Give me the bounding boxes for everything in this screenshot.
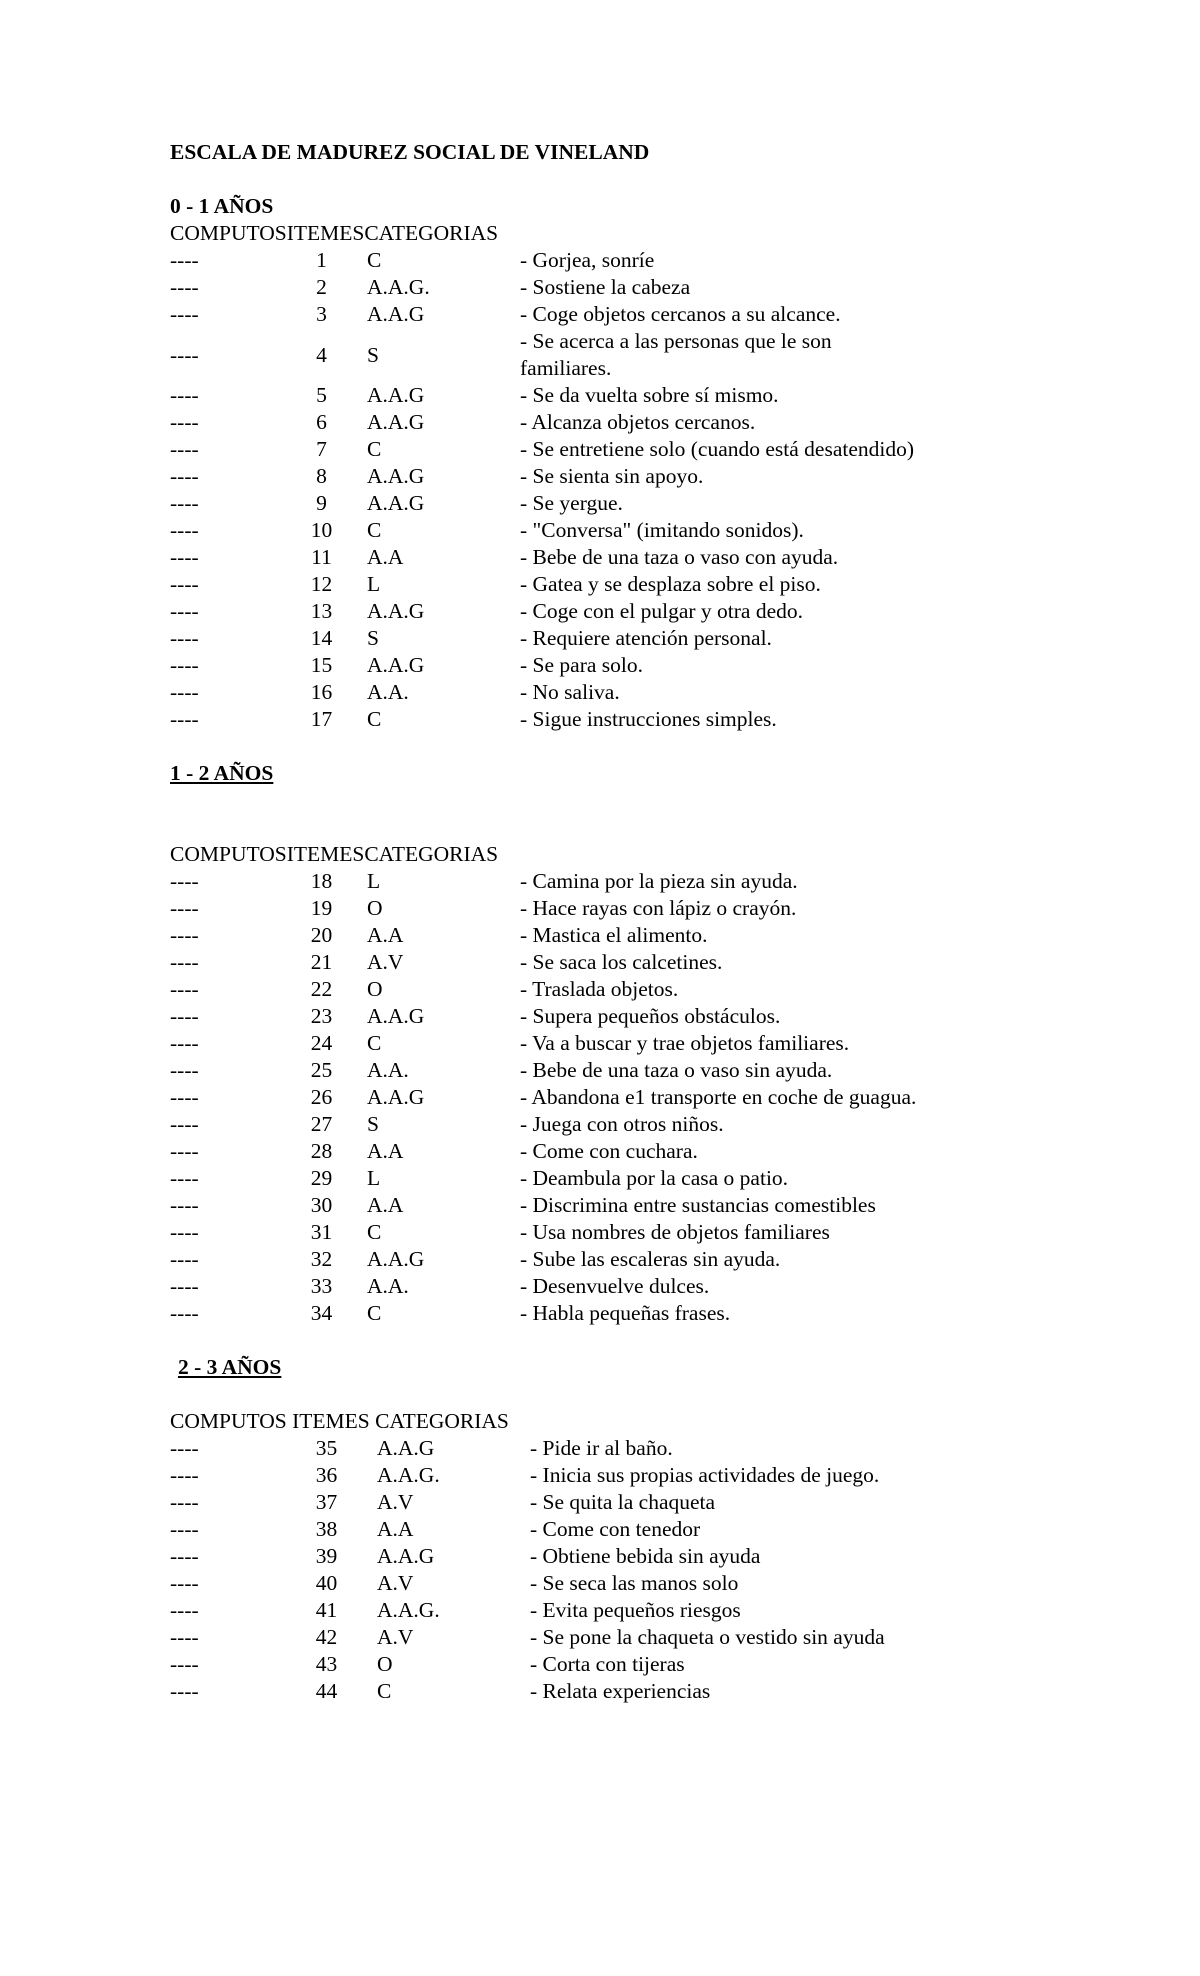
column-header: COMPUTOSITEMESCATEGORIAS [170,221,499,245]
item-description: - Mastica el alimento. [520,923,708,947]
item-description: - Se sienta sin apoyo. [520,464,704,488]
item-description: - Se seca las manos solo [530,1571,739,1595]
table-row [170,463,920,490]
item-description: - Desenvuelve dulces. [520,1274,710,1298]
item-number: 18 [310,869,333,893]
item-description: - Alcanza objetos cercanos. [520,410,756,434]
table-row [170,571,920,598]
table-row [170,868,920,895]
computo-cell: ---- [170,545,199,569]
table-row [170,1084,920,1111]
computo-cell: ---- [170,1031,199,1055]
table-row [170,1111,920,1138]
item-description: - Bebe de una taza o vaso sin ayuda. [520,1058,833,1082]
item-description: - Supera pequeños obstáculos. [520,1004,781,1028]
table-row [170,409,920,436]
computo-cell: ---- [170,950,199,974]
table-row [170,706,920,733]
item-description: - Requiere atención personal. [520,626,772,650]
item-description: - Sostiene la cabeza [520,275,691,299]
item-number: 1 [316,248,327,272]
computo-cell: ---- [170,1301,199,1325]
item-number: 34 [310,1301,333,1325]
table-row [170,1138,920,1165]
item-description: - Se yergue. [520,491,623,515]
category-cell: A.A.G [367,1085,425,1109]
item-number: 38 [315,1517,338,1541]
item-description: - Se pone la chaqueta o vestido sin ayuda [530,1625,885,1649]
table-row [170,625,920,652]
table-row [170,1300,920,1327]
computo-cell: ---- [170,437,199,461]
item-number: 39 [315,1544,338,1568]
computo-cell: ---- [170,707,199,731]
table-row [170,1246,920,1273]
table-row [170,1516,930,1543]
item-number: 11 [311,545,332,569]
category-cell: L [367,869,381,893]
item-number: 29 [310,1166,333,1190]
computo-cell: ---- [170,1139,199,1163]
category-cell: S [367,626,379,650]
item-number: 12 [310,572,333,596]
category-cell: C [367,248,382,272]
category-cell: A.A.G [377,1544,435,1568]
section-title-1-2 [170,760,1070,787]
item-description: - Se acerca a las personas que le son familiares. [520,329,832,380]
table-row [170,328,920,382]
computo-cell: ---- [170,572,199,596]
category-cell: A.A.G. [367,275,430,299]
item-number: 8 [316,464,327,488]
table-row [170,922,920,949]
item-number: 23 [310,1004,333,1028]
item-number: 32 [310,1247,333,1271]
computo-cell: ---- [170,1652,199,1676]
computo-cell: ---- [170,653,199,677]
category-cell: O [367,896,383,920]
computo-cell: ---- [170,1274,199,1298]
category-cell: A.A.G [367,599,425,623]
category-cell: L [367,572,381,596]
category-cell: A.A. [367,1058,409,1082]
table-row [170,679,920,706]
item-description: - Corta con tijeras [530,1652,685,1676]
item-description: - Relata experiencias [530,1679,711,1703]
item-description: - Sigue instrucciones simples. [520,707,777,731]
item-description: - Habla pequeñas frases. [520,1301,731,1325]
item-number: 6 [316,410,327,434]
item-number: 28 [310,1139,333,1163]
table-row [170,949,920,976]
category-cell: S [367,1112,379,1136]
computo-cell: ---- [170,275,199,299]
computo-cell: ---- [170,1571,199,1595]
computo-cell: ---- [170,680,199,704]
category-cell: A.V [377,1490,414,1514]
item-number: 2 [316,275,327,299]
table-row [170,1543,930,1570]
item-number: 7 [316,437,327,461]
category-cell: A.A.G [367,1004,425,1028]
category-cell: C [367,1031,382,1055]
item-description: - Sube las escaleras sin ayuda. [520,1247,781,1271]
category-cell: C [367,707,382,731]
item-number: 17 [310,707,333,731]
section-title-text: 1 - 2 AÑOS [170,761,274,785]
spacer [170,166,1070,193]
item-description: - Camina por la pieza sin ayuda. [520,869,798,893]
table-row [170,1192,920,1219]
category-cell: O [377,1652,393,1676]
table-row [170,1651,930,1678]
item-description: - Hace rayas con lápiz o crayón. [520,896,797,920]
table-row [170,1624,930,1651]
item-number: 30 [310,1193,333,1217]
category-cell: L [367,1166,381,1190]
item-description: - No saliva. [520,680,620,704]
table-row [170,1462,930,1489]
computo-cell: ---- [170,1625,199,1649]
items-table-2-3 [170,1435,930,1705]
category-cell: C [377,1679,392,1703]
table-row [170,517,920,544]
category-cell: C [367,518,382,542]
computo-cell: ---- [170,302,199,326]
computo-cell: ---- [170,923,199,947]
category-cell: C [367,1220,382,1244]
item-description: - Traslada objetos. [520,977,679,1001]
category-cell: A.A [367,1193,404,1217]
computo-cell: ---- [170,1247,199,1271]
table-row [170,1003,920,1030]
item-description: - Bebe de una taza o vaso con ayuda. [520,545,839,569]
item-description: - Inicia sus propias actividades de juego. [530,1463,880,1487]
table-row [170,1030,920,1057]
item-description: - Deambula por la casa o patio. [520,1166,789,1190]
item-number: 16 [310,680,333,704]
computo-cell: ---- [170,599,199,623]
computo-cell: ---- [170,1517,199,1541]
item-number: 21 [310,950,333,974]
category-cell: A.A [367,923,404,947]
item-number: 19 [310,896,333,920]
item-description: - Usa nombres de objetos familiares [520,1220,830,1244]
item-description: - Obtiene bebida sin ayuda [530,1544,761,1568]
item-number: 35 [315,1436,338,1460]
computo-cell: ---- [170,626,199,650]
table-row [170,1219,920,1246]
spacer [170,1327,1070,1354]
item-number: 25 [310,1058,333,1082]
computo-cell: ---- [170,1193,199,1217]
computo-cell: ---- [170,342,199,367]
category-cell: C [367,437,382,461]
item-description: - Evita pequeños riesgos [530,1598,741,1622]
table-row [170,1057,920,1084]
item-description: - "Conversa" (imitando sonidos). [520,518,804,542]
table-row [170,544,920,571]
table-row [170,1570,930,1597]
item-description: - Se para solo. [520,653,643,677]
item-number: 26 [310,1085,333,1109]
category-cell: A.A [367,545,404,569]
computo-cell: ---- [170,896,199,920]
computo-cell: ---- [170,977,199,1001]
item-description: - Coge con el pulgar y otra dedo. [520,599,803,623]
table-row [170,895,920,922]
computo-cell: ---- [170,410,199,434]
computo-cell: ---- [170,1463,199,1487]
category-cell: A.A.G [367,302,425,326]
table-row [170,598,920,625]
computo-cell: ---- [170,1004,199,1028]
item-description: - Coge objetos cercanos a su alcance. [520,302,841,326]
category-cell: A.A.G [367,1247,425,1271]
category-cell: A.A.G [367,653,425,677]
item-description: - Se saca los calcetines. [520,950,723,974]
computo-cell: ---- [170,1058,199,1082]
table-row [170,274,920,301]
item-description: - Pide ir al baño. [530,1436,673,1460]
item-number: 3 [316,302,327,326]
item-number: 27 [310,1112,333,1136]
section-title-2-3 [170,1354,1070,1381]
item-number: 22 [310,977,333,1001]
item-number: 43 [315,1652,338,1676]
section-title-text: 2 - 3 AÑOS [178,1355,282,1379]
table-row [170,490,920,517]
item-number: 24 [310,1031,333,1055]
category-cell: A.A.G. [377,1463,440,1487]
items-table-1-2 [170,868,920,1327]
category-cell: A.A [377,1517,414,1541]
category-cell: A.A.G [367,464,425,488]
computo-cell: ---- [170,1436,199,1460]
computo-cell: ---- [170,248,199,272]
computo-cell: ---- [170,1085,199,1109]
table-row [170,301,920,328]
item-number: 15 [310,653,333,677]
item-description: - Gorjea, sonríe [520,248,655,272]
item-number: 10 [310,518,333,542]
table-row [170,436,920,463]
item-number: 5 [316,383,327,407]
category-cell: A.A.G [367,491,425,515]
category-cell: C [367,1301,382,1325]
item-number: 41 [315,1598,338,1622]
category-cell: A.A.G [367,383,425,407]
computo-cell: ---- [170,1679,199,1703]
item-description: - Come con tenedor [530,1517,701,1541]
table-row [170,1165,920,1192]
table-row [170,247,920,274]
item-number: 20 [310,923,333,947]
item-description: - Abandona e1 transporte en coche de guagua. [520,1085,917,1109]
table-row [170,1489,930,1516]
spacer [170,787,1070,841]
spacer [170,1381,1070,1408]
computo-cell: ---- [170,1112,199,1136]
item-description: - Se da vuelta sobre sí mismo. [520,383,779,407]
item-number: 9 [316,491,327,515]
item-description: - Va a buscar y trae objetos familiares. [520,1031,850,1055]
computo-cell: ---- [170,1490,199,1514]
item-description: - Se entretiene solo (cuando está desatendido) [520,437,915,461]
column-header: COMPUTOSITEMESCATEGORIAS [170,842,499,866]
computo-cell: ---- [170,518,199,542]
table-row [170,1597,930,1624]
category-cell: A.A. [367,680,409,704]
item-number: 44 [315,1679,338,1703]
items-table-0-1 [170,247,920,733]
item-number: 13 [310,599,333,623]
table-row [170,976,920,1003]
item-description: - Juega con otros niños. [520,1112,724,1136]
item-number: 37 [315,1490,338,1514]
category-cell: A.A. [367,1274,409,1298]
item-description: - Discrimina entre sustancias comestibles [520,1193,876,1217]
document-page [170,139,1070,1705]
item-number: 4 [316,342,327,367]
computo-cell: ---- [170,1598,199,1622]
category-cell: A.V [377,1571,414,1595]
computo-cell: ---- [170,383,199,407]
item-description: - Gatea y se desplaza sobre el piso. [520,572,821,596]
item-description: - Se quita la chaqueta [530,1490,716,1514]
computo-cell: ---- [170,1220,199,1244]
document-title: ESCALA DE MADUREZ SOCIAL DE VINELAND [170,140,650,164]
item-description: - Come con cuchara. [520,1139,698,1163]
category-cell: O [367,977,383,1001]
table-row [170,1678,930,1705]
table-row [170,1435,930,1462]
computo-cell: ---- [170,1544,199,1568]
item-number: 36 [315,1463,338,1487]
item-number: 31 [310,1220,333,1244]
spacer [170,733,1070,760]
table-row [170,652,920,679]
table-row [170,1273,920,1300]
column-header: COMPUTOS ITEMES CATEGORIAS [170,1409,509,1433]
category-cell: A.A.G [377,1436,435,1460]
category-cell: A.V [367,950,404,974]
item-number: 33 [310,1274,333,1298]
computo-cell: ---- [170,869,199,893]
category-cell: S [367,342,379,367]
computo-cell: ---- [170,1166,199,1190]
category-cell: A.A.G [367,410,425,434]
item-number: 14 [310,626,333,650]
computo-cell: ---- [170,491,199,515]
section-title-0-1: 0 - 1 AÑOS [170,194,274,218]
item-number: 42 [315,1625,338,1649]
table-row [170,382,920,409]
computo-cell: ---- [170,464,199,488]
category-cell: A.V [377,1625,414,1649]
category-cell: A.A.G. [377,1598,440,1622]
item-number: 40 [315,1571,338,1595]
category-cell: A.A [367,1139,404,1163]
